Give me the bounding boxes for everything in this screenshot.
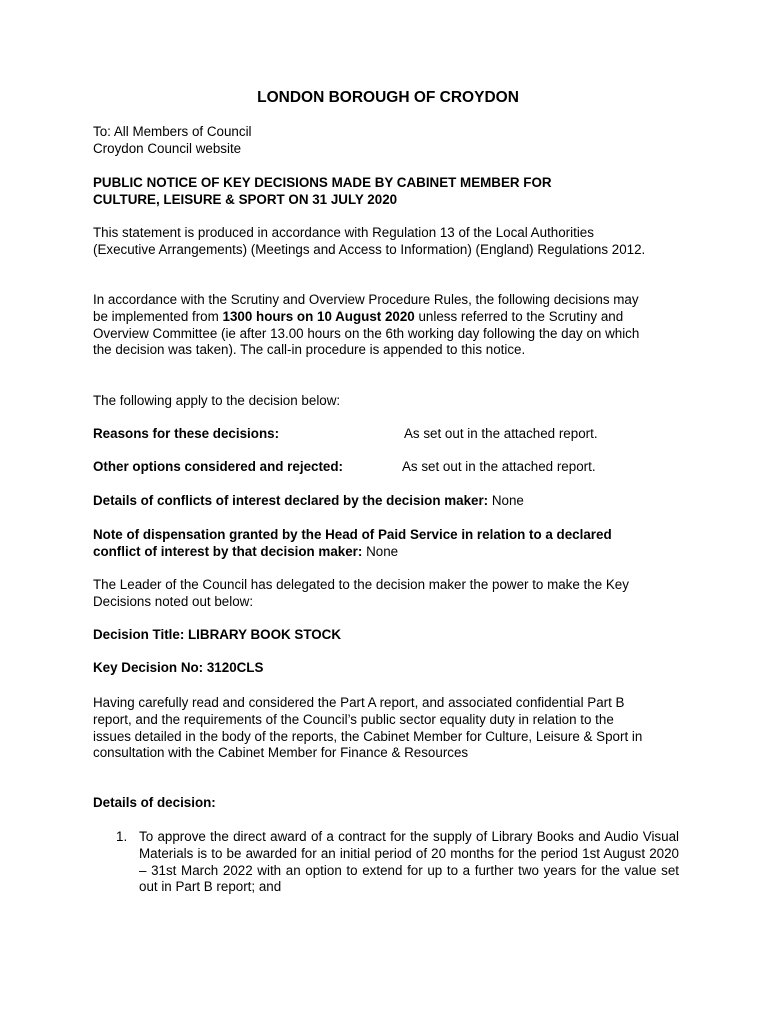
scrutiny-text-post: unless referred to the Scrutiny and Overview Committee (ie after 13.00 hours on the 6th working day following the day on which the decision was taken). The call-in procedure is appended to this notice. <box>93 308 640 358</box>
document-title: LONDON BOROUGH OF CROYDON <box>257 89 519 106</box>
following-apply: The following apply to the decision below: <box>93 393 341 408</box>
list-item-text: To approve the direct award of a contract for the supply of Library Books and Audio Visual Materials is to be awarded for an initial period of 20 months for the period 1st August 2020 – 31st March 2022 with an option to extend for up to a further two years for the value set out in Part B report; and <box>139 829 679 895</box>
conflicts-paragraph <box>93 493 524 510</box>
decision-title: Decision Title: LIBRARY BOOK STOCK <box>93 627 342 642</box>
to-line: To: All Members of Council <box>93 124 252 139</box>
notice-heading-line2: CULTURE, LEISURE & SPORT ON 31 JULY 2020 <box>93 191 398 207</box>
dispensation-paragraph <box>93 527 638 561</box>
reasons-label: Reasons for these decisions: <box>93 426 280 441</box>
conflicts-label: Details of conflicts of interest declared by the decision maker: <box>93 493 489 508</box>
reasons-value: As set out in the attached report. <box>404 426 598 441</box>
scrutiny-text-pre: In accordance with the Scrutiny and Overview Procedure Rules, the following decisions may be implemented from <box>93 292 639 324</box>
dispensation-label: Note of dispensation granted by the Head of Paid Service in relation to a declared conflict of interest by that decision maker: <box>93 527 612 559</box>
notice-heading-line1: PUBLIC NOTICE OF KEY DECISIONS MADE BY CABINET MEMBER FOR <box>93 175 552 190</box>
options-value: As set out in the attached report. <box>402 459 596 474</box>
having-read-paragraph: Having carefully read and considered the Part A report, and associated confidential Part B report, and the requirements of the Council’s public sector equality duty in relation to the issues detailed in the body of the reports, the Cabinet Member for Culture, Leisure & Sport in consultation with the Cabinet Member for Finance & Resources <box>93 695 643 761</box>
delegation-paragraph: The Leader of the Council has delegated to the decision maker the power to make the Key Decisions noted out below: <box>93 577 629 609</box>
options-label: Other options considered and rejected: <box>93 459 344 474</box>
dispensation-value: None <box>362 543 399 559</box>
implementation-date: 1300 hours on 10 August 2020 <box>222 308 415 324</box>
list-item-number: 1. <box>116 829 128 844</box>
statement-paragraph: This statement is produced in accordance with Regulation 13 of the Local Authorities (Executive Arrangements) (Meetings and Access to Information) (England) Regulations 2012. <box>93 225 646 257</box>
details-heading: Details of decision: <box>93 795 216 810</box>
scrutiny-paragraph <box>93 292 655 359</box>
conflicts-value: None <box>488 493 524 508</box>
key-decision-number: Key Decision No: 3120CLS <box>93 660 264 675</box>
to-line-website: Croydon Council website <box>93 140 242 156</box>
recipients <box>93 124 252 158</box>
notice-heading <box>93 175 552 209</box>
